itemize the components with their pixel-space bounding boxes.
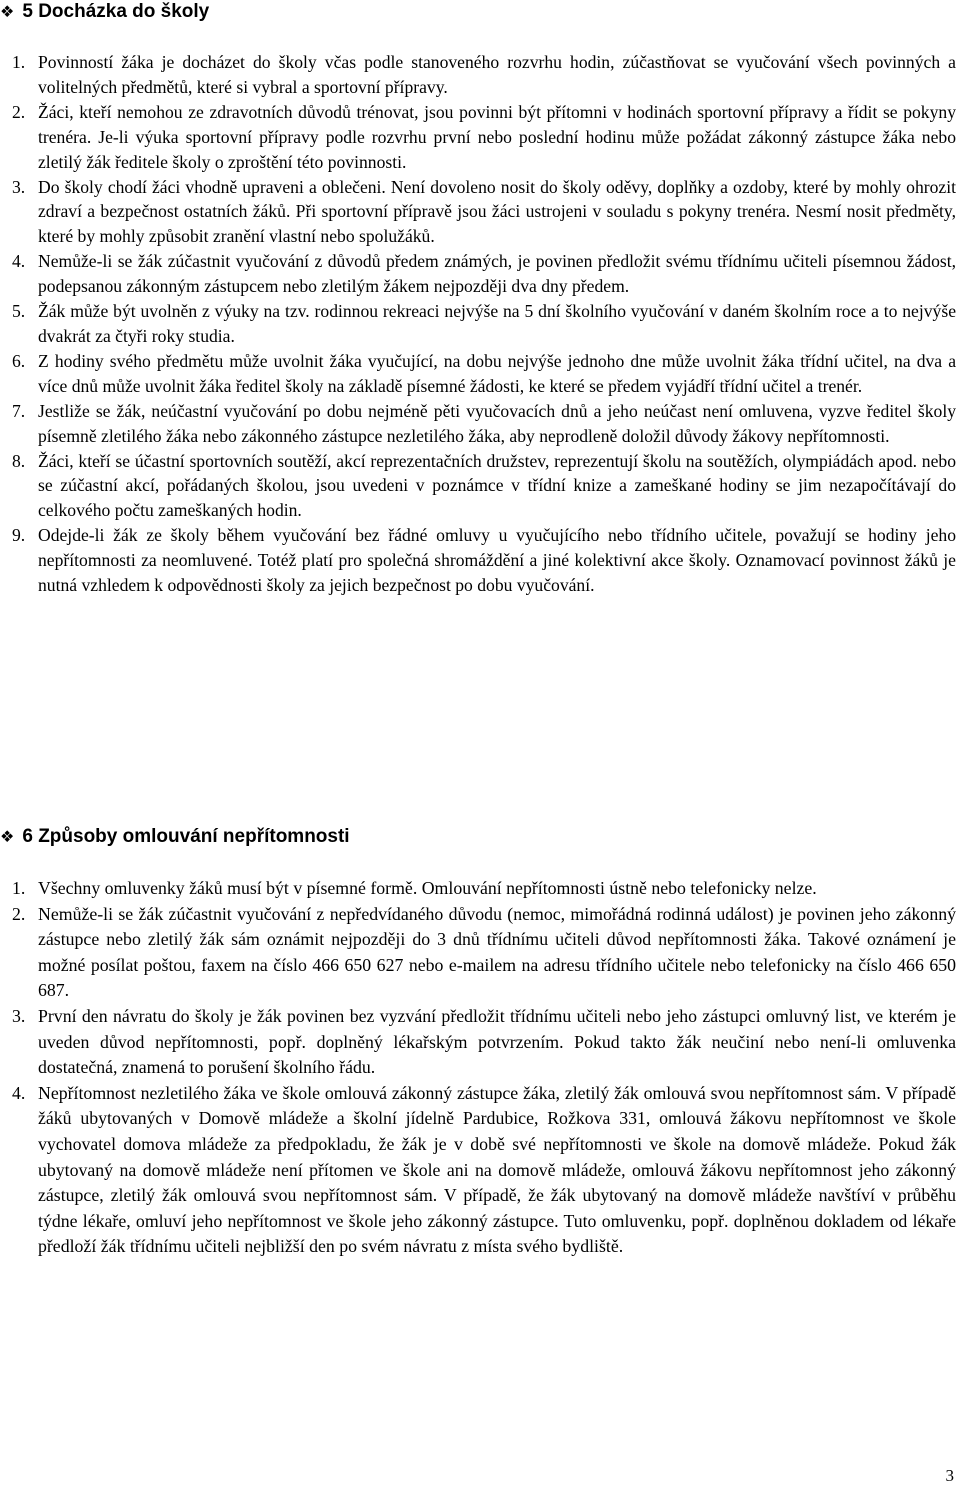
diamond-bullet-icon: ❖ xyxy=(0,829,15,846)
item-text: Žáci, kteří nemohou ze zdravotních důvodů trénovat, jsou povinni být přítomni v hodinách sportovní přípravy a řídit se pokyny trenéra. Je-li výuka sportovní přípravy podle rozvrhu první nebo poslední hodinu může požádat zákonný zástupce žáka nebo zletilý žák ředitele školy o zproštění této povinnosti. xyxy=(38,101,956,172)
list-item xyxy=(6,349,956,399)
item-text: Nemůže-li se žák zúčastnit vyučování z důvodů předem známých, je povinen předložit svému třídnímu učiteli písemnou žádost, podepsanou zákonným zástupcem nebo zletilým žákem nejpozději dva dny předem. xyxy=(38,251,956,297)
section-6-list xyxy=(6,876,956,1260)
section-6-title: 6 Způsoby omlouvání nepřítomnosti xyxy=(22,826,350,847)
item-text: Jestliže se žák, neúčastní vyučování po dobu nejméně pěti vyučovacích dnů a jeho neúčast není omluvena, vyzve ředitel školy písemně zletilého žáka nebo zákonného zástupce nezletilého žáka, aby neprodleně doložil důvody žákovy nepřítomnosti. xyxy=(38,400,956,446)
list-item xyxy=(6,50,956,100)
item-number: 1. xyxy=(12,878,26,898)
item-text: První den návratu do školy je žák povinen bez vyzvání předložit třídnímu učiteli nebo jeho zástupci omluvný list, ve kterém je uveden důvod nepřítomnosti, popř. doplněný lékařským potvrzením. Pokud takto žák neučiní nebo není-li omluvenka dostatečná, znamená to porušení školního řádu. xyxy=(38,1005,956,1078)
item-number: 2. xyxy=(12,903,26,924)
item-number: 1. xyxy=(12,52,26,72)
list-item xyxy=(6,1004,956,1081)
diamond-bullet-icon: ❖ xyxy=(0,4,15,21)
list-item xyxy=(6,100,956,175)
list-item xyxy=(6,523,956,598)
list-item xyxy=(6,249,956,299)
item-number: 7. xyxy=(12,400,26,421)
item-number: 9. xyxy=(12,525,26,546)
list-item xyxy=(6,902,956,1004)
item-text: Do školy chodí žáci vhodně upraveni a oblečeni. Není dovoleno nosit do školy oděvy, doplňky a ozdoby, které by mohly ohrozit zdraví a bezpečnost ostatních žáků. Při sportovní přípravě jsou žáci ustrojeni v souladu s pokyny trenéra. Nesmí nosit předměty, které by mohly způsobit zranění vlastní nebo spolužáků. xyxy=(38,176,956,247)
list-item xyxy=(6,299,956,349)
item-text: Nemůže-li se žák zúčastnit vyučování z nepředvídaného důvodu (nemoc, mimořádná rodinná událost) je povinen jeho zákonný zástupce nebo zletilý žák sám oznámit nejpozději do 3 dnů třídnímu učiteli důvod nepřítomnosti žáka. Takové oznámení je možné posílat poštou, faxem na číslo 466 650 627 nebo e-mailem na adresu třídního učitele nebo telefonicky na číslo 466 650 687. xyxy=(38,903,956,1001)
item-number: 6. xyxy=(12,350,26,371)
list-item xyxy=(6,399,956,449)
section-5-list xyxy=(6,50,956,598)
item-text: Z hodiny svého předmětu může uvolnit žáka vyučující, na dobu nejvýše jednoho dne může uvolnit žáka třídní učitel, na dva a více dnů může uvolnit žáka ředitel školy na základě písemné žádosti, ke které se předem vyjádří třídní učitel a trenér. xyxy=(38,350,956,396)
item-text: Žáci, kteří se účastní sportovních soutěží, akcí reprezentačních družstev, reprezentují školu na soutěžích, olympiádách apod. nebo se zúčastní akcí, pořádaných školou, jsou uvedeni v poznámce v třídní knize a zameškané hodiny se jim nezapočítávají do celkového počtu zameškaných hodin. xyxy=(38,450,956,521)
list-item xyxy=(6,1081,956,1260)
item-number: 3. xyxy=(12,1005,26,1026)
section-5-heading xyxy=(0,0,209,25)
section-6-heading xyxy=(0,825,350,850)
list-item xyxy=(6,876,956,902)
item-text: Všechny omluvenky žáků musí být v písemné formě. Omlouvání nepřítomnosti ústně nebo telefonicky nelze. xyxy=(38,878,817,898)
item-number: 3. xyxy=(12,176,26,197)
item-text: Povinností žáka je docházet do školy včas podle stanoveného rozvrhu hodin, zúčastňovat se vyučování všech povinných a volitelných předmětů, které si vybral a sportovní přípravy. xyxy=(38,52,956,97)
item-number: 5. xyxy=(12,301,26,322)
item-number: 4. xyxy=(12,251,26,272)
item-text: Žák může být uvolněn z výuky na tzv. rodinnou rekreaci nejvýše na 5 dní školního vyučování v daném školním roce a to nejvýše dvakrát za čtyři roky studia. xyxy=(38,301,956,346)
item-number: 4. xyxy=(12,1082,26,1103)
item-text: Nepřítomnost nezletilého žáka ve škole omlouvá zákonný zástupce žáka, zletilý žák omlouvá svou nepřítomnost sám. V případě žáků ubytovaných v Domově mládeže a školní jídelně Pardubice, Rožkova 331, omlouvá žákovu nepřítomnost ve škole vychovatel domova mládeže za předpokladu, že žák je v době své nepřítomnosti ve škole na domově mládeže. Pokud žák ubytovaný na domově mládeže není přítomen ve škole ani na domově mládeže, omlouvá žákovu nepřítomnost jeho zákonný zástupce, zletilý žák omlouvá svou nepřítomnost sám. V případě, že žák ubytovaný na domově mládeže navštíví v průběhu týdne lékaře, omluví jeho nepřítomnost ve škole jeho zákonný zástupce. Tuto omluvenku, popř. doplněnou dokladem od lékaře předloží žák třídnímu učiteli nejbližší den po svém návratu z místa svého bydliště. xyxy=(38,1082,956,1257)
list-item xyxy=(6,175,956,250)
section-5-title: 5 Docházka do školy xyxy=(22,1,210,22)
page-number: 3 xyxy=(945,1466,954,1485)
item-number: 8. xyxy=(12,450,26,471)
list-item xyxy=(6,449,956,524)
item-number: 2. xyxy=(12,101,26,122)
item-text: Odejde-li žák ze školy během vyučování bez řádné omluvy u vyučujícího nebo třídního učitele, považují se hodiny jeho nepřítomnosti za neomluvené. Totéž platí pro společná shromáždění a jiné kolektivní akce školy. Oznamovací povinnost žáků je nutná vzhledem k odpovědnosti školy za jejich bezpečnost po dobu vyučování. xyxy=(38,525,956,596)
